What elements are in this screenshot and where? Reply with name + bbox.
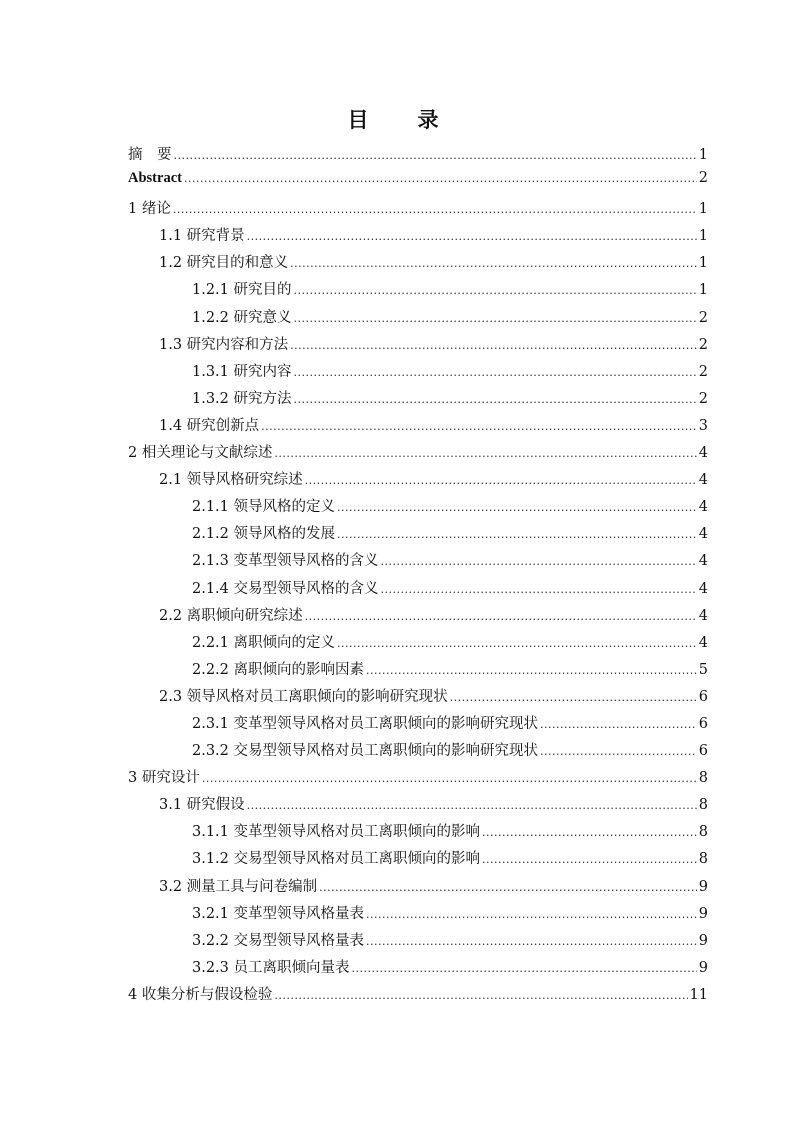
toc-entry-page: 3 <box>698 417 708 434</box>
toc-entry <box>128 712 708 739</box>
toc-entry-label: 4 收集分析与假设检验 <box>128 986 273 1003</box>
dot-leader <box>294 282 697 298</box>
toc-entry <box>128 522 708 549</box>
toc-entry-label: 2.2 离职倾向研究综述 <box>159 607 303 624</box>
dot-leader <box>366 906 697 922</box>
toc-entry <box>128 306 708 333</box>
toc-entry-label: 2.3 领导风格对员工离职倾向的影响研究现状 <box>159 688 448 705</box>
toc-entry-label: 2.1.3 变革型领导风格的含义 <box>192 553 379 570</box>
dot-leader <box>381 581 697 597</box>
toc-entry-label: 摘 要 <box>128 147 172 163</box>
dot-leader <box>294 310 697 326</box>
dot-leader <box>247 228 697 244</box>
toc-entry <box>128 929 708 956</box>
dot-leader <box>294 364 697 380</box>
dot-leader <box>482 824 697 840</box>
toc-entry-page: 1 <box>698 255 708 272</box>
dot-leader <box>450 689 697 705</box>
dot-leader <box>274 445 696 461</box>
toc-entry <box>128 875 708 902</box>
toc-entry <box>128 577 708 604</box>
dot-leader <box>337 635 697 651</box>
toc-entry-label: 2 相关理论与文献综述 <box>128 445 273 462</box>
toc-entry-label: 2.2.2 离职倾向的影响因素 <box>192 661 365 678</box>
toc-entry-page: 2 <box>698 336 708 353</box>
toc-entry-page: 1 <box>698 201 708 218</box>
toc-entry-page: 5 <box>698 661 708 678</box>
toc-entry-page: 6 <box>698 743 708 760</box>
toc-entry-label: 3 研究设计 <box>128 770 200 787</box>
dot-leader <box>337 499 697 515</box>
toc-entry-page: 8 <box>698 824 708 841</box>
toc-entry <box>128 360 708 387</box>
toc-entry-page: 4 <box>698 499 708 516</box>
toc-entry-label: 3.2.3 员工离职倾向量表 <box>192 959 350 976</box>
toc-entry-label: 2.1.1 领导风格的定义 <box>192 499 336 516</box>
dot-leader <box>366 662 697 678</box>
toc-entry-page: 6 <box>698 715 708 732</box>
dot-leader <box>540 716 697 732</box>
toc-entry-label: 3.2 测量工具与问卷编制 <box>159 878 318 895</box>
dot-leader <box>305 472 697 488</box>
toc-entry-label: 2.1.2 领导风格的发展 <box>192 526 336 543</box>
toc-entry-page: 8 <box>698 797 708 814</box>
toc-entry-page: 11 <box>689 986 708 1003</box>
dot-leader <box>337 526 697 542</box>
dot-leader <box>290 255 697 271</box>
dot-leader <box>381 553 697 569</box>
toc-entry <box>128 143 708 170</box>
toc-entry <box>128 278 708 305</box>
toc-entry-page: 6 <box>698 688 708 705</box>
toc-entry-label: 2.3.1 变革型领导风格对员工离职倾向的影响研究现状 <box>192 715 539 732</box>
toc-entry-page: 9 <box>698 959 708 976</box>
toc-entry <box>128 468 708 495</box>
dot-leader <box>482 851 697 867</box>
dot-leader <box>274 987 687 1003</box>
toc-entry-page: 9 <box>698 878 708 895</box>
toc-entry-label: 1.3.1 研究内容 <box>192 363 292 380</box>
dot-leader <box>290 337 697 353</box>
dot-leader <box>305 608 697 624</box>
toc-entry <box>128 441 708 468</box>
dot-leader <box>247 797 697 813</box>
dot-leader <box>202 770 697 786</box>
toc-entry-page: 1 <box>698 228 708 245</box>
toc-entry-page: 2 <box>698 363 708 380</box>
toc-entry <box>128 658 708 685</box>
toc-entry-label: 3.2.1 变革型领导风格量表 <box>192 905 365 922</box>
toc-entry <box>128 414 708 441</box>
dot-leader <box>261 418 697 434</box>
dot-leader <box>184 170 697 186</box>
toc-entry-page: 4 <box>698 607 708 624</box>
toc-entry-page: 1 <box>698 147 708 163</box>
dot-leader <box>174 147 697 163</box>
dot-leader <box>173 201 697 217</box>
toc-entry-page: 9 <box>698 932 708 949</box>
toc-entry <box>128 604 708 631</box>
toc-entry <box>128 983 708 1010</box>
toc-entry-label: 2.1.4 交易型领导风格的含义 <box>192 580 379 597</box>
toc-entry <box>128 495 708 522</box>
toc-entry <box>128 224 708 251</box>
toc-entry-page: 2 <box>698 170 708 187</box>
toc-entry-page: 4 <box>698 526 708 543</box>
dot-leader <box>319 879 697 895</box>
toc-entry-label: 2.2.1 离职倾向的定义 <box>192 634 336 651</box>
toc-entry <box>128 387 708 414</box>
toc-entry-page: 8 <box>698 851 708 868</box>
toc-entry <box>128 631 708 658</box>
toc-entry-label: 1 绪论 <box>128 201 171 218</box>
toc-entry-page: 4 <box>698 472 708 489</box>
toc-entry-page: 2 <box>698 390 708 407</box>
toc-entry-page: 9 <box>698 905 708 922</box>
toc-entry <box>128 170 708 197</box>
toc-entry <box>128 956 708 983</box>
toc-entry <box>128 739 708 766</box>
dot-leader <box>352 960 697 976</box>
toc-entry-label: 1.3.2 研究方法 <box>192 390 292 407</box>
dot-leader <box>540 743 697 759</box>
toc-entry <box>128 820 708 847</box>
toc-entry-label: 3.2.2 交易型领导风格量表 <box>192 932 365 949</box>
toc-entry-page: 4 <box>698 553 708 570</box>
toc-entry-page: 1 <box>698 282 708 299</box>
toc-entry-page: 2 <box>698 309 708 326</box>
toc-entry <box>128 549 708 576</box>
toc-entry-label: 2.3.2 交易型领导风格对员工离职倾向的影响研究现状 <box>192 743 539 760</box>
toc-entry-label: 3.1 研究假设 <box>159 797 245 814</box>
table-of-contents <box>128 143 708 1010</box>
toc-entry-label: 3.1.1 变革型领导风格对员工离职倾向的影响 <box>192 824 481 841</box>
toc-entry-page: 4 <box>698 445 708 462</box>
toc-entry <box>128 251 708 278</box>
toc-entry-label: 1.2.2 研究意义 <box>192 309 292 326</box>
toc-entry-page: 4 <box>698 580 708 597</box>
toc-entry <box>128 766 708 793</box>
dot-leader <box>294 391 697 407</box>
toc-entry-label: 3.1.2 交易型领导风格对员工离职倾向的影响 <box>192 851 481 868</box>
toc-title: 目 录 <box>347 107 453 132</box>
toc-entry-label: 1.2.1 研究目的 <box>192 282 292 299</box>
toc-entry-label: 1.3 研究内容和方法 <box>159 336 289 353</box>
toc-entry-page: 4 <box>698 634 708 651</box>
toc-entry-label: 1.2 研究目的和意义 <box>159 255 289 272</box>
toc-entry-page: 8 <box>698 770 708 787</box>
toc-entry-label: Abstract <box>128 170 182 187</box>
toc-entry <box>128 333 708 360</box>
toc-entry <box>128 197 708 224</box>
toc-entry-label: 2.1 领导风格研究综述 <box>159 472 303 489</box>
toc-entry <box>128 847 708 874</box>
toc-entry-label: 1.1 研究背景 <box>159 228 245 245</box>
toc-entry <box>128 685 708 712</box>
toc-entry-label: 1.4 研究创新点 <box>159 417 260 434</box>
toc-entry <box>128 902 708 929</box>
toc-entry <box>128 793 708 820</box>
dot-leader <box>366 933 697 949</box>
